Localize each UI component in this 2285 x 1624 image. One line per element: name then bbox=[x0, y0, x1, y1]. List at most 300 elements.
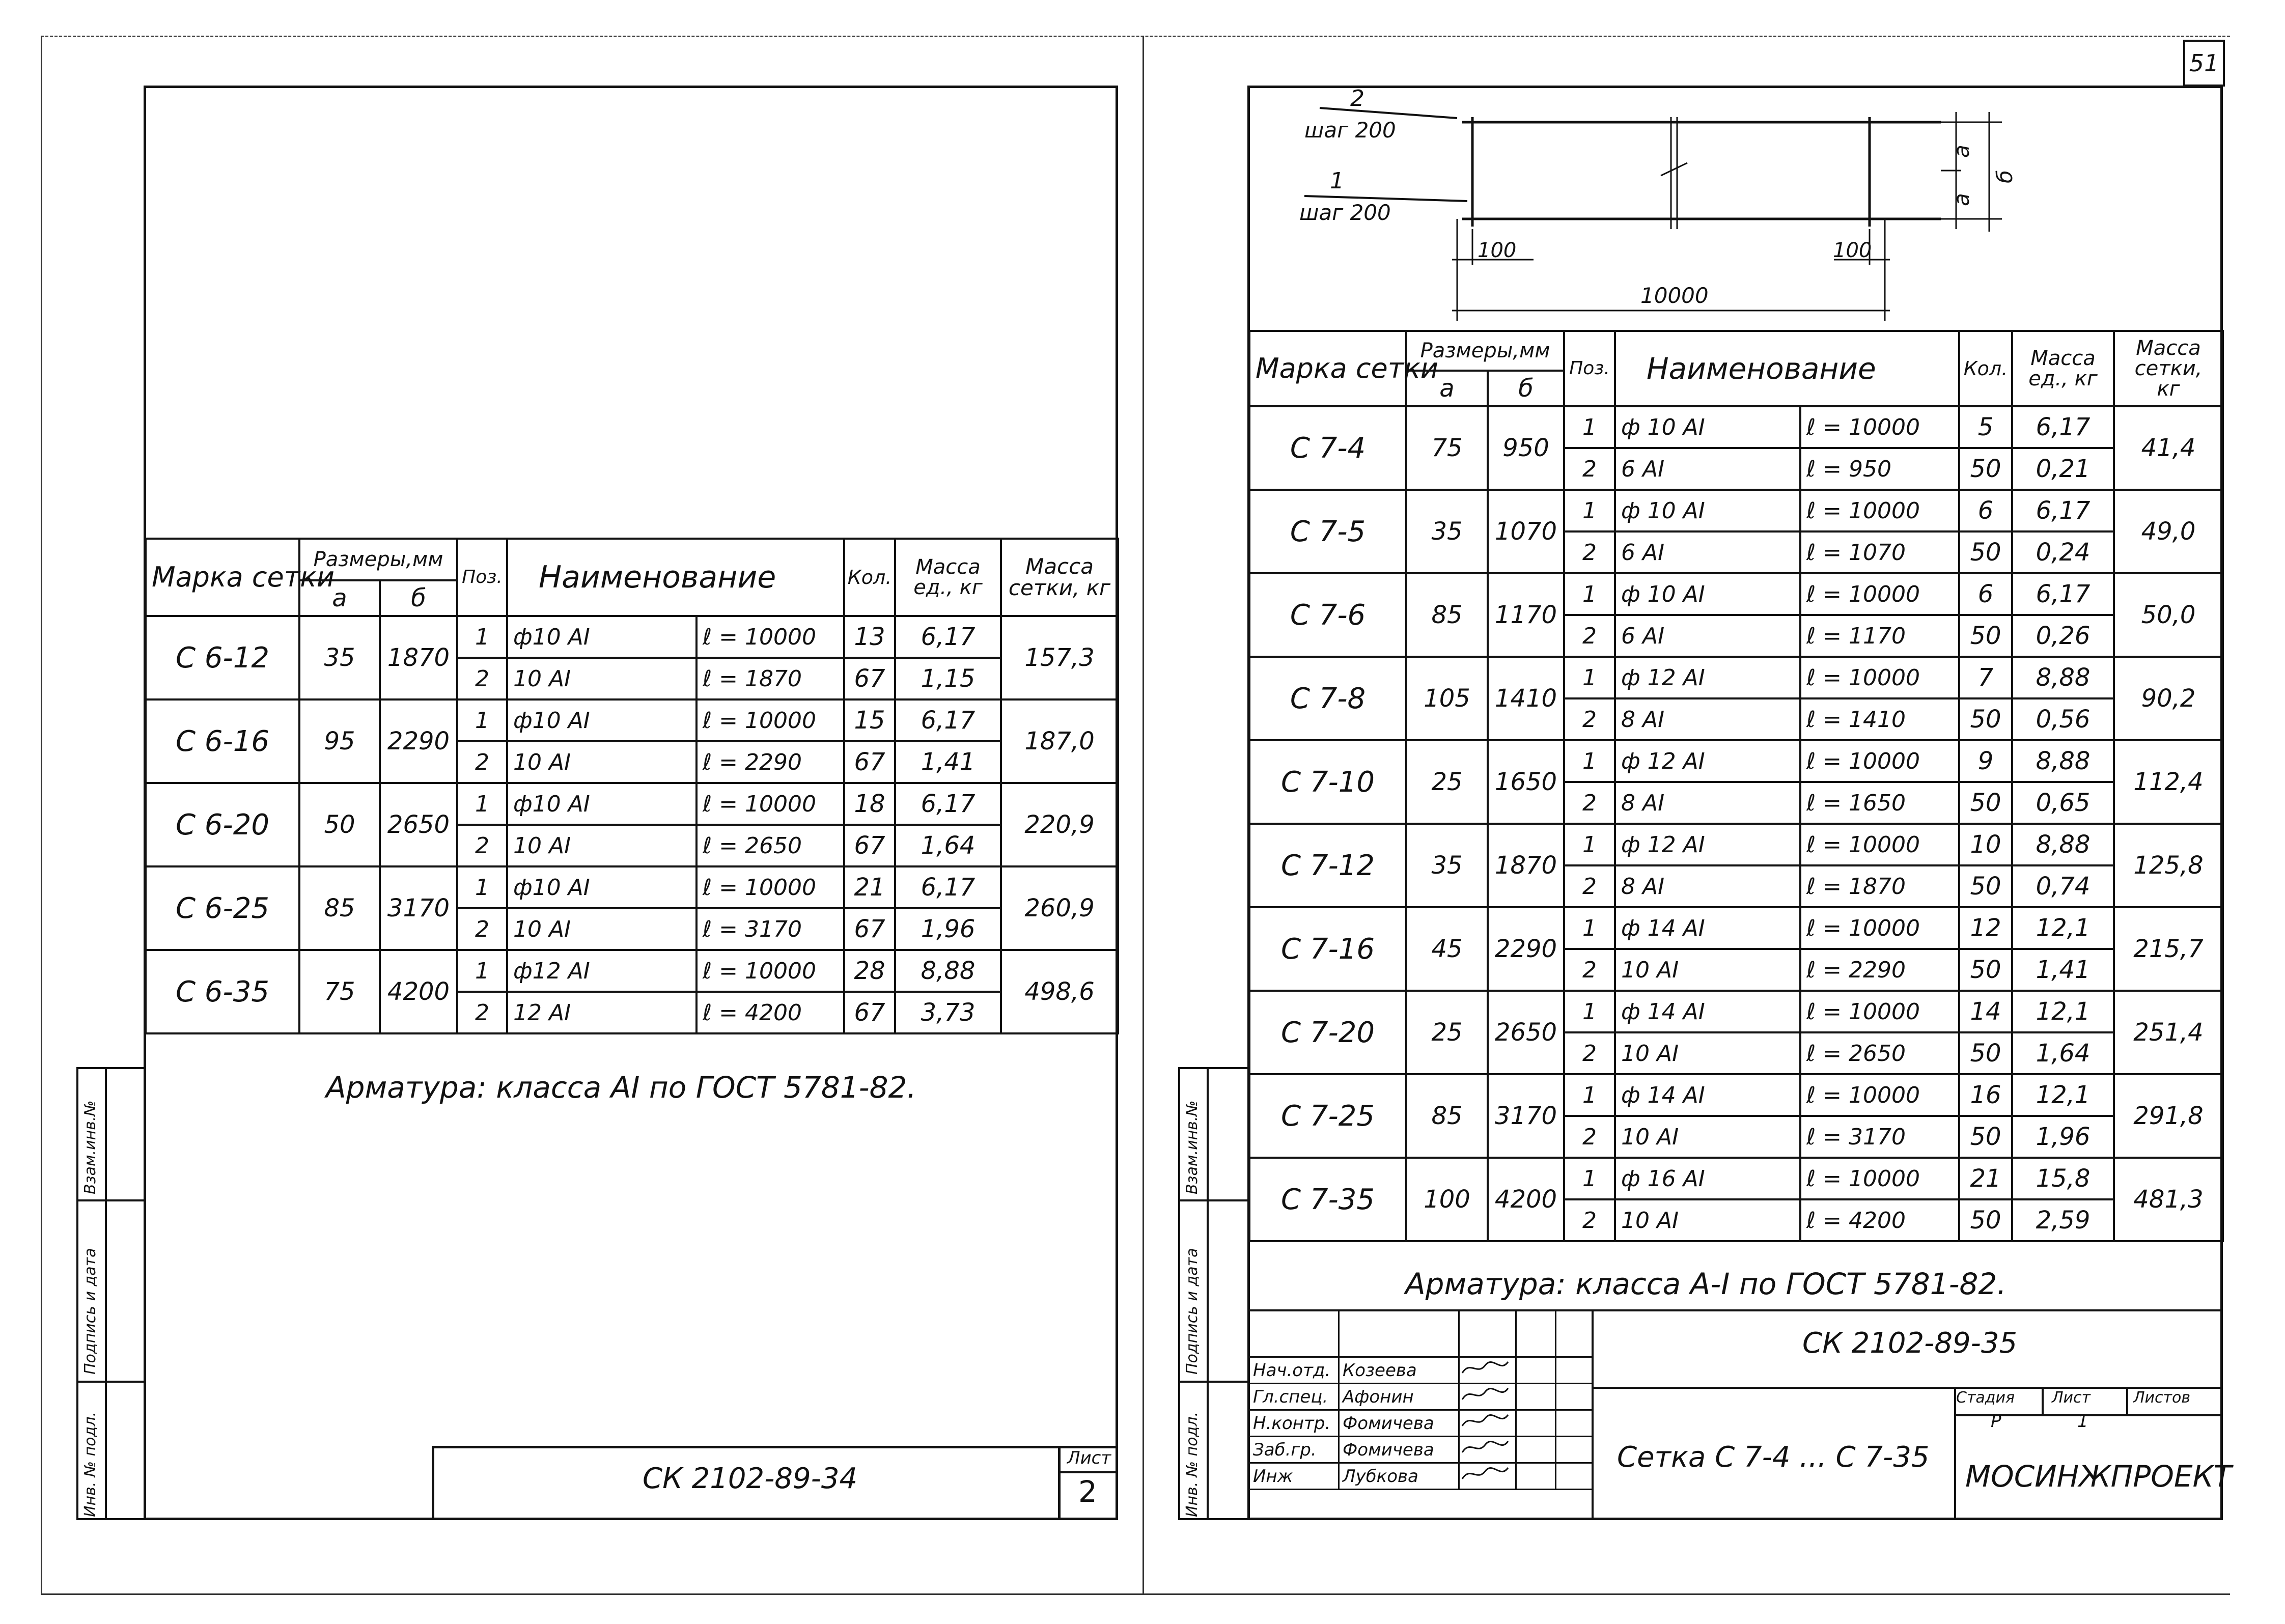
pos: 2 bbox=[457, 992, 507, 1033]
table-row bbox=[1249, 907, 2223, 949]
qty: 50 bbox=[1959, 865, 2012, 907]
right-side-label-repl: Взам.инв.№ bbox=[1183, 1100, 1201, 1194]
item-name: 10 АI bbox=[1615, 1032, 1800, 1074]
item-name: ф10 АI bbox=[507, 866, 696, 908]
item-length: ℓ = 10000 bbox=[1800, 657, 1959, 698]
item-name: 10 АI bbox=[507, 825, 696, 866]
unit-mass: 6,17 bbox=[2012, 573, 2114, 615]
mark: С 7-16 bbox=[1249, 907, 1406, 991]
unit-mass: 0,74 bbox=[2012, 865, 2114, 907]
right-side-label-inv: Инв. № подл. bbox=[1183, 1412, 1201, 1517]
size-b: 2650 bbox=[1488, 991, 1564, 1074]
right-h-unit: Масса ед., кг bbox=[2012, 331, 2114, 406]
size-a: 35 bbox=[299, 616, 380, 699]
unit-mass: 3,73 bbox=[895, 992, 1001, 1033]
sheet-number: 51 bbox=[2189, 49, 2219, 77]
pos: 1 bbox=[1564, 657, 1615, 698]
qty: 50 bbox=[1959, 531, 2012, 573]
right-h-mark: Марка сетки bbox=[1249, 331, 1406, 406]
size-b: 1170 bbox=[1488, 573, 1564, 657]
size-a: 25 bbox=[1406, 740, 1488, 824]
signature-date bbox=[1516, 1410, 1556, 1437]
item-name: ф 12 АI bbox=[1615, 657, 1800, 698]
size-b: 1410 bbox=[1488, 657, 1564, 740]
item-name: 8 АI bbox=[1615, 698, 1800, 740]
signature-mark bbox=[1459, 1463, 1516, 1490]
unit-mass: 8,88 bbox=[2012, 824, 2114, 865]
qty: 7 bbox=[1959, 657, 2012, 698]
unit-mass: 12,1 bbox=[2012, 1074, 2114, 1116]
size-b: 3170 bbox=[1488, 1074, 1564, 1158]
item-name: ф 12 АI bbox=[1615, 740, 1800, 782]
pos: 2 bbox=[457, 825, 507, 866]
item-name: ф12 АI bbox=[507, 950, 696, 992]
mark: С 7-6 bbox=[1249, 573, 1406, 657]
signature-extra bbox=[1556, 1410, 1593, 1437]
left-side-vline bbox=[105, 1067, 107, 1520]
unit-mass: 12,1 bbox=[2012, 907, 2114, 949]
signature-row bbox=[1249, 1437, 1593, 1463]
unit-mass: 6,17 bbox=[2012, 490, 2114, 531]
pos: 2 bbox=[1564, 1032, 1615, 1074]
size-a: 25 bbox=[1406, 991, 1488, 1074]
size-a: 45 bbox=[1406, 907, 1488, 991]
right-title-hsplit bbox=[1592, 1387, 2223, 1389]
item-length: ℓ = 10000 bbox=[696, 699, 844, 741]
dim-b: б bbox=[1992, 170, 2017, 183]
qty: 10 bbox=[1959, 824, 2012, 865]
net-mass: 125,8 bbox=[2114, 824, 2223, 907]
qty: 50 bbox=[1959, 1199, 2012, 1241]
pos: 2 bbox=[1564, 531, 1615, 573]
right-h-b: б bbox=[1488, 371, 1564, 406]
signature-date bbox=[1516, 1437, 1556, 1463]
size-b: 1650 bbox=[1488, 740, 1564, 824]
item-length: ℓ = 1070 bbox=[1800, 531, 1959, 573]
left-side-label-repl: Взам.инв.№ bbox=[81, 1100, 99, 1194]
qty: 50 bbox=[1959, 949, 2012, 991]
dim-a1: а bbox=[1949, 145, 1974, 158]
pos: 1 bbox=[1564, 1074, 1615, 1116]
left-h-a: а bbox=[299, 580, 380, 616]
mark: С 7-12 bbox=[1249, 824, 1406, 907]
signature-role: Нач.отд. bbox=[1249, 1357, 1339, 1384]
item-name: ф10 АI bbox=[507, 783, 696, 825]
net-mass: 481,3 bbox=[2114, 1158, 2223, 1241]
pos: 1 bbox=[457, 616, 507, 658]
dim-total: 10000 bbox=[1640, 283, 1709, 308]
mesh-drawing bbox=[1248, 87, 2222, 331]
unit-mass: 15,8 bbox=[2012, 1158, 2114, 1199]
right-note: Арматура: класса А-I по ГОСТ 5781-82. bbox=[1405, 1267, 2007, 1301]
left-h-unit: Масса ед., кг bbox=[895, 539, 1001, 616]
mark: С 6-20 bbox=[146, 783, 299, 866]
pos: 2 bbox=[1564, 1116, 1615, 1158]
left-side-divider-1 bbox=[76, 1199, 146, 1201]
item-name: ф 14 АI bbox=[1615, 1074, 1800, 1116]
qty: 50 bbox=[1959, 615, 2012, 657]
left-sheet-value: 2 bbox=[1078, 1474, 1097, 1509]
table-row bbox=[1249, 406, 2223, 448]
right-doc-code: СК 2102-89-35 bbox=[1802, 1327, 2018, 1360]
signature-row bbox=[1249, 1357, 1593, 1384]
qty: 50 bbox=[1959, 1116, 2012, 1158]
right-sheet-value: 1 bbox=[2077, 1411, 2088, 1432]
size-a: 100 bbox=[1406, 1158, 1488, 1241]
right-h-sizes: Размеры,мм bbox=[1406, 331, 1564, 371]
item-name: 10 АI bbox=[507, 908, 696, 950]
qty: 9 bbox=[1959, 740, 2012, 782]
unit-mass: 6,17 bbox=[895, 616, 1001, 658]
unit-mass: 8,88 bbox=[2012, 657, 2114, 698]
size-b: 950 bbox=[1488, 406, 1564, 490]
right-stage-value: Р bbox=[1991, 1411, 2001, 1432]
qty: 5 bbox=[1959, 406, 2012, 448]
net-mass: 112,4 bbox=[2114, 740, 2223, 824]
net-mass: 187,0 bbox=[1001, 699, 1118, 783]
signature-name: Лубкова bbox=[1339, 1463, 1459, 1490]
unit-mass: 1,41 bbox=[895, 741, 1001, 783]
table-row bbox=[1249, 657, 2223, 698]
signature-extra bbox=[1556, 1437, 1593, 1463]
net-mass: 215,7 bbox=[2114, 907, 2223, 991]
left-h-pos: Поз. bbox=[457, 539, 507, 616]
item-name: 12 АI bbox=[507, 992, 696, 1033]
left-stamp-sheet-divider bbox=[1058, 1471, 1118, 1473]
left-side-label-inv: Инв. № подл. bbox=[81, 1412, 99, 1517]
left-side-divider-2 bbox=[76, 1381, 146, 1383]
item-length: ℓ = 10000 bbox=[1800, 573, 1959, 615]
right-org: МОСИНЖПРОЕКТ bbox=[1965, 1459, 2232, 1494]
unit-mass: 0,56 bbox=[2012, 698, 2114, 740]
signature-name: Фомичева bbox=[1339, 1410, 1459, 1437]
qty: 67 bbox=[844, 741, 895, 783]
pos: 1 bbox=[1564, 991, 1615, 1032]
item-length: ℓ = 1170 bbox=[1800, 615, 1959, 657]
pos: 2 bbox=[1564, 698, 1615, 740]
signature-extra bbox=[1556, 1463, 1593, 1490]
qty: 67 bbox=[844, 825, 895, 866]
left-doc-code: СК 2102-89-34 bbox=[643, 1462, 858, 1495]
right-side-vline bbox=[1207, 1067, 1209, 1520]
right-side-divider-1 bbox=[1178, 1199, 1249, 1201]
signature-mark bbox=[1459, 1357, 1516, 1384]
item-length: ℓ = 2290 bbox=[1800, 949, 1959, 991]
right-h-a: а bbox=[1406, 371, 1488, 406]
pos: 2 bbox=[457, 658, 507, 699]
item-length: ℓ = 4200 bbox=[1800, 1199, 1959, 1241]
item-name: 10 АI bbox=[1615, 1199, 1800, 1241]
table-row bbox=[1249, 1074, 2223, 1116]
pos: 2 bbox=[457, 741, 507, 783]
size-a: 75 bbox=[299, 950, 380, 1033]
item-name: ф 12 АI bbox=[1615, 824, 1800, 865]
item-length: ℓ = 10000 bbox=[1800, 490, 1959, 531]
page-top-border bbox=[41, 36, 2230, 37]
left-h-b: б bbox=[380, 580, 457, 616]
unit-mass: 1,41 bbox=[2012, 949, 2114, 991]
table-row bbox=[1249, 490, 2223, 531]
item-length: ℓ = 10000 bbox=[696, 866, 844, 908]
signature-role: Инж bbox=[1249, 1463, 1339, 1490]
unit-mass: 2,59 bbox=[2012, 1199, 2114, 1241]
right-stage-label: Стадия bbox=[1956, 1389, 2015, 1407]
unit-mass: 12,1 bbox=[2012, 991, 2114, 1032]
table-row bbox=[1249, 991, 2223, 1032]
pos: 1 bbox=[1564, 824, 1615, 865]
pos: 1 bbox=[457, 699, 507, 741]
table-row bbox=[146, 699, 1118, 741]
item-name: 6 АI bbox=[1615, 531, 1800, 573]
mark: С 6-16 bbox=[146, 699, 299, 783]
pos: 2 bbox=[1564, 949, 1615, 991]
item-length: ℓ = 10000 bbox=[1800, 824, 1959, 865]
table-row bbox=[1249, 573, 2223, 615]
item-length: ℓ = 3170 bbox=[1800, 1116, 1959, 1158]
net-mass: 251,4 bbox=[2114, 991, 2223, 1074]
item-name: 6 АI bbox=[1615, 448, 1800, 490]
net-mass: 498,6 bbox=[1001, 950, 1118, 1033]
pos: 1 bbox=[1564, 907, 1615, 949]
bar2-label: 2 bbox=[1350, 86, 1364, 111]
unit-mass: 6,17 bbox=[895, 866, 1001, 908]
signature-name: Козеева bbox=[1339, 1357, 1459, 1384]
net-mass: 220,9 bbox=[1001, 783, 1118, 866]
signature-role: Н.контр. bbox=[1249, 1410, 1339, 1437]
size-b: 2290 bbox=[380, 699, 457, 783]
unit-mass: 8,88 bbox=[2012, 740, 2114, 782]
page-left-border bbox=[41, 36, 42, 1593]
size-a: 85 bbox=[1406, 1074, 1488, 1158]
right-signature-table bbox=[1248, 1309, 1593, 1490]
pos: 2 bbox=[1564, 448, 1615, 490]
pos: 2 bbox=[1564, 615, 1615, 657]
left-h-sizes: Размеры,мм bbox=[299, 539, 457, 580]
signature-date bbox=[1516, 1463, 1556, 1490]
item-length: ℓ = 2290 bbox=[696, 741, 844, 783]
mark: С 6-35 bbox=[146, 950, 299, 1033]
item-name: ф 16 АI bbox=[1615, 1158, 1800, 1199]
qty: 67 bbox=[844, 658, 895, 699]
qty: 21 bbox=[1959, 1158, 2012, 1199]
mark: С 7-8 bbox=[1249, 657, 1406, 740]
unit-mass: 1,96 bbox=[895, 908, 1001, 950]
page-fold-line bbox=[1142, 36, 1144, 1593]
item-name: ф10 АI bbox=[507, 616, 696, 658]
item-length: ℓ = 10000 bbox=[1800, 740, 1959, 782]
qty: 18 bbox=[844, 783, 895, 825]
left-h-mark: Марка сетки bbox=[146, 539, 299, 616]
qty: 6 bbox=[1959, 573, 2012, 615]
bar1-label: 1 bbox=[1330, 168, 1344, 194]
right-h-pos: Поз. bbox=[1564, 331, 1615, 406]
mark: С 7-35 bbox=[1249, 1158, 1406, 1241]
mark: С 7-20 bbox=[1249, 991, 1406, 1074]
item-length: ℓ = 3170 bbox=[696, 908, 844, 950]
item-length: ℓ = 10000 bbox=[696, 783, 844, 825]
item-length: ℓ = 4200 bbox=[696, 992, 844, 1033]
unit-mass: 0,24 bbox=[2012, 531, 2114, 573]
signature-mark bbox=[1459, 1410, 1516, 1437]
table-row bbox=[146, 950, 1118, 992]
size-b: 3170 bbox=[380, 866, 457, 950]
size-a: 35 bbox=[1406, 824, 1488, 907]
net-mass: 157,3 bbox=[1001, 616, 1118, 699]
pos: 2 bbox=[457, 908, 507, 950]
item-name: ф 14 АI bbox=[1615, 907, 1800, 949]
right-h-qty: Кол. bbox=[1959, 331, 2012, 406]
signature-row bbox=[1249, 1384, 1593, 1410]
table-row bbox=[1249, 824, 2223, 865]
item-length: ℓ = 1870 bbox=[1800, 865, 1959, 907]
dim-a2: а bbox=[1949, 193, 1974, 206]
net-mass: 41,4 bbox=[2114, 406, 2223, 490]
table-row bbox=[1249, 1158, 2223, 1199]
qty: 50 bbox=[1959, 448, 2012, 490]
size-b: 4200 bbox=[1488, 1158, 1564, 1241]
qty: 67 bbox=[844, 908, 895, 950]
mark: С 6-25 bbox=[146, 866, 299, 950]
signature-extra bbox=[1556, 1384, 1593, 1410]
signature-row bbox=[1249, 1463, 1593, 1490]
item-name: ф 10 АI bbox=[1615, 573, 1800, 615]
left-h-name: Наименование bbox=[507, 539, 844, 616]
left-spec-table bbox=[145, 538, 1119, 1034]
item-length: ℓ = 2650 bbox=[696, 825, 844, 866]
signature-role: Заб.гр. bbox=[1249, 1437, 1339, 1463]
unit-mass: 8,88 bbox=[895, 950, 1001, 992]
item-name: 8 АI bbox=[1615, 865, 1800, 907]
left-spec-body bbox=[146, 539, 1118, 1033]
signature-mark bbox=[1459, 1437, 1516, 1463]
page-bottom-border bbox=[41, 1593, 2230, 1595]
pos: 1 bbox=[1564, 406, 1615, 448]
mark: С 7-10 bbox=[1249, 740, 1406, 824]
pos: 1 bbox=[1564, 573, 1615, 615]
left-stamp-divider bbox=[1058, 1446, 1061, 1520]
pos: 2 bbox=[1564, 865, 1615, 907]
left-side-label-sign: Подпись и дата bbox=[81, 1248, 99, 1375]
size-b: 1870 bbox=[380, 616, 457, 699]
item-name: 10 АI bbox=[507, 741, 696, 783]
item-length: ℓ = 10000 bbox=[1800, 1074, 1959, 1116]
item-name: ф10 АI bbox=[507, 699, 696, 741]
item-length: ℓ = 10000 bbox=[696, 950, 844, 992]
qty: 28 bbox=[844, 950, 895, 992]
right-title-stage-split2 bbox=[2126, 1387, 2128, 1414]
pos: 1 bbox=[457, 866, 507, 908]
item-length: ℓ = 950 bbox=[1800, 448, 1959, 490]
bar1-step: шаг 200 bbox=[1299, 200, 1391, 225]
item-length: ℓ = 10000 bbox=[696, 616, 844, 658]
dim-right: 100 bbox=[1833, 239, 1872, 262]
item-length: ℓ = 10000 bbox=[1800, 991, 1959, 1032]
right-spec-body bbox=[1249, 331, 2223, 1241]
table-row bbox=[1249, 740, 2223, 782]
mark: С 7-5 bbox=[1249, 490, 1406, 573]
qty: 14 bbox=[1959, 991, 2012, 1032]
unit-mass: 1,64 bbox=[895, 825, 1001, 866]
pos: 1 bbox=[1564, 1158, 1615, 1199]
left-h-net: Масса сетки, кг bbox=[1001, 539, 1118, 616]
mark: С 7-4 bbox=[1249, 406, 1406, 490]
pos: 1 bbox=[457, 950, 507, 992]
right-title-org-split bbox=[1954, 1387, 1956, 1520]
signature-date bbox=[1516, 1357, 1556, 1384]
item-name: 8 АI bbox=[1615, 782, 1800, 824]
unit-mass: 6,17 bbox=[2012, 406, 2114, 448]
mark: С 6-12 bbox=[146, 616, 299, 699]
table-row bbox=[146, 783, 1118, 825]
right-h-net: Масса сетки, кг bbox=[2114, 331, 2223, 406]
unit-mass: 1,64 bbox=[2012, 1032, 2114, 1074]
right-side-divider-2 bbox=[1178, 1381, 1249, 1383]
item-name: ф 10 АI bbox=[1615, 490, 1800, 531]
table-row bbox=[146, 616, 1118, 658]
item-length: ℓ = 2650 bbox=[1800, 1032, 1959, 1074]
pos: 2 bbox=[1564, 782, 1615, 824]
signature-date bbox=[1516, 1384, 1556, 1410]
signature-role: Гл.спец. bbox=[1249, 1384, 1339, 1410]
size-a: 75 bbox=[1406, 406, 1488, 490]
left-sheet-label: Лист bbox=[1067, 1448, 1111, 1468]
pos: 1 bbox=[457, 783, 507, 825]
size-a: 50 bbox=[299, 783, 380, 866]
net-mass: 49,0 bbox=[2114, 490, 2223, 573]
signature-name: Фомичева bbox=[1339, 1437, 1459, 1463]
bar2-leader bbox=[1320, 108, 1457, 118]
qty: 50 bbox=[1959, 1032, 2012, 1074]
item-name: 6 АI bbox=[1615, 615, 1800, 657]
right-h-name: Наименование bbox=[1615, 331, 1959, 406]
left-note: Арматура: класса АI по ГОСТ 5781-82. bbox=[326, 1070, 916, 1105]
qty: 67 bbox=[844, 992, 895, 1033]
item-length: ℓ = 1410 bbox=[1800, 698, 1959, 740]
item-length: ℓ = 1870 bbox=[696, 658, 844, 699]
right-sheet-label: Лист bbox=[2052, 1389, 2091, 1407]
qty: 12 bbox=[1959, 907, 2012, 949]
unit-mass: 6,17 bbox=[895, 699, 1001, 741]
right-title-stage-split1 bbox=[2042, 1387, 2044, 1414]
mark: С 7-25 bbox=[1249, 1074, 1406, 1158]
pos: 1 bbox=[1564, 740, 1615, 782]
qty: 15 bbox=[844, 699, 895, 741]
right-title: Сетка С 7-4 ... С 7-35 bbox=[1617, 1441, 1930, 1474]
left-h-qty: Кол. bbox=[844, 539, 895, 616]
size-b: 2290 bbox=[1488, 907, 1564, 991]
item-name: ф 10 АI bbox=[1615, 406, 1800, 448]
size-a: 105 bbox=[1406, 657, 1488, 740]
unit-mass: 1,96 bbox=[2012, 1116, 2114, 1158]
item-length: ℓ = 10000 bbox=[1800, 907, 1959, 949]
size-b: 2650 bbox=[380, 783, 457, 866]
net-mass: 291,8 bbox=[2114, 1074, 2223, 1158]
item-name: 10 АI bbox=[1615, 949, 1800, 991]
right-side-label-sign: Подпись и дата bbox=[1183, 1248, 1201, 1375]
unit-mass: 0,21 bbox=[2012, 448, 2114, 490]
size-a: 85 bbox=[1406, 573, 1488, 657]
net-mass: 90,2 bbox=[2114, 657, 2223, 740]
signature-extra bbox=[1556, 1357, 1593, 1384]
unit-mass: 0,65 bbox=[2012, 782, 2114, 824]
unit-mass: 0,26 bbox=[2012, 615, 2114, 657]
size-a: 95 bbox=[299, 699, 380, 783]
size-b: 1870 bbox=[1488, 824, 1564, 907]
signature-mark bbox=[1459, 1384, 1516, 1410]
unit-mass: 1,15 bbox=[895, 658, 1001, 699]
qty: 21 bbox=[844, 866, 895, 908]
net-mass: 50,0 bbox=[2114, 573, 2223, 657]
